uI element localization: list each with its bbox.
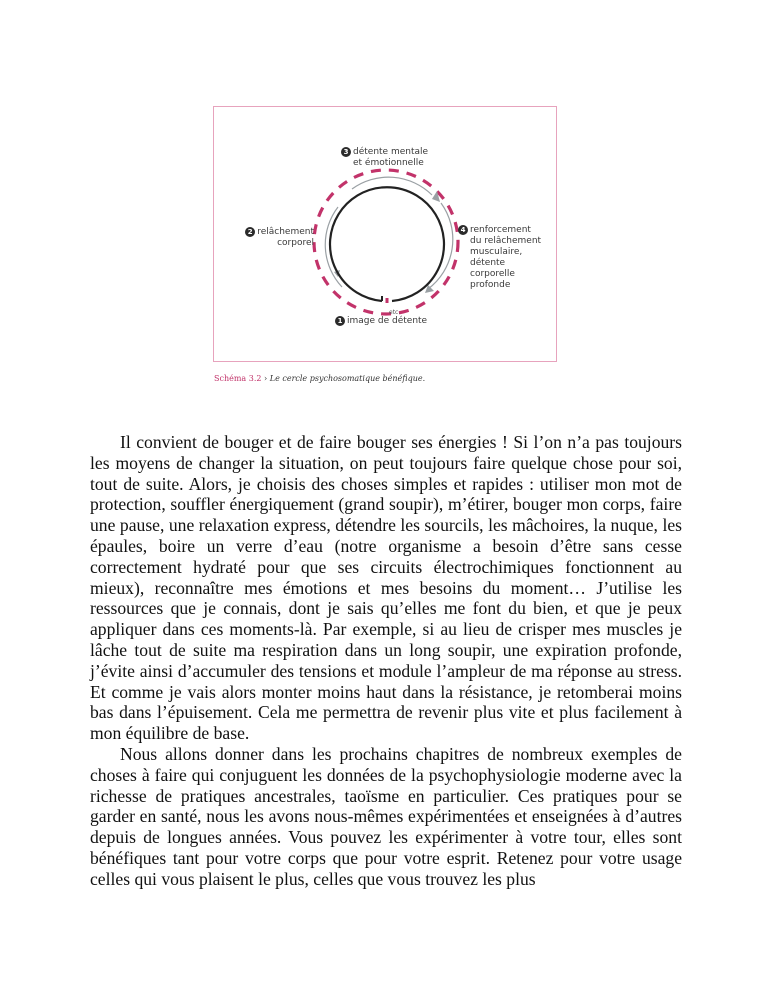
number-1-icon: 1 xyxy=(335,316,345,326)
number-3-icon: 3 xyxy=(341,147,351,157)
outer-dashed-circle xyxy=(314,170,458,314)
paragraph-1: Il convient de bouger et de faire bouger ses énergies ! Si l’on n’a pas toujours les moyens de changer la situation, on peut toujours faire quelque chose pour soi, tout de suite. Alors, je choisis des choses simples et rapides : utiliser mon mot de protection, souffler énergiquement (grand soupir), m’étirer, bouger mon corps, faire une pause, une relaxation express, détendre les sourcils, les mâchoires, la nuque, les épaules, boire un verre d’eau (notre organisme a besoin d’être sans cesse correctement hydraté pour que ses circuits électrochimiques fonctionnent au mieux), reconnaître mes émotions et mes besoins du moment… J’utilise les ressources que je connais, dont je sais qu’elles me font du bien, et que je peux appliquer dans ces moments-là. Par exemple, si au lieu de crisper mes muscles je lâche tout de suite ma respiration dans un long soupir, une expiration profonde, j’évite ainsi d’accumuler des tensions et module l’ampleur de ma réponse au stress. Et comme je vais alors monter moins haut dans la résistance, je retomberai moins bas dans l’épuisement. Cela me permettra de revenir plus vite et plus facilement à mon équilibre de base. xyxy=(90,432,682,744)
paragraph-2: Nous allons donner dans les prochains chapitres de nombreux exemples de choses à faire qui conjuguent les données de la psychophysiologie moderne avec la richesse de pratiques ancestrales, taoïsme en particulier. Ces pratiques pour se garder en santé, nous les avons nous-mêmes expérimentées et enseignées à d’autres depuis de longues années. Vous pouvez les expérimenter à votre tour, elles sont bénéfiques tant pour votre corps que pour votre esprit. Retenez pour votre usage celles qui vous plaisent le plus, celles que vous trouvez les plus xyxy=(90,743,682,889)
number-4-icon: 4 xyxy=(458,225,468,235)
label-etc: etc. xyxy=(389,309,401,316)
label-reinforcement: 4 renforcement du relâchement musculaire, détente corporelle profonde xyxy=(458,225,541,291)
caption-text: Le cercle psychosomatique bénéfique. xyxy=(269,374,426,383)
figure-caption xyxy=(214,374,425,383)
figure-frame xyxy=(213,106,557,362)
body-text xyxy=(90,432,682,890)
caption-separator: › xyxy=(261,374,270,383)
caption-number: Schéma 3.2 xyxy=(214,374,262,383)
number-2-icon: 2 xyxy=(245,227,255,237)
label-body-release: 2 relâchement corporel xyxy=(244,227,314,249)
arrow-arc-right xyxy=(428,203,453,289)
label-mental-relaxation: 3 détente mentale et émotionnelle xyxy=(341,147,428,169)
label-relaxation-image: 1 image de détente xyxy=(335,316,427,327)
inner-circle xyxy=(330,187,444,301)
